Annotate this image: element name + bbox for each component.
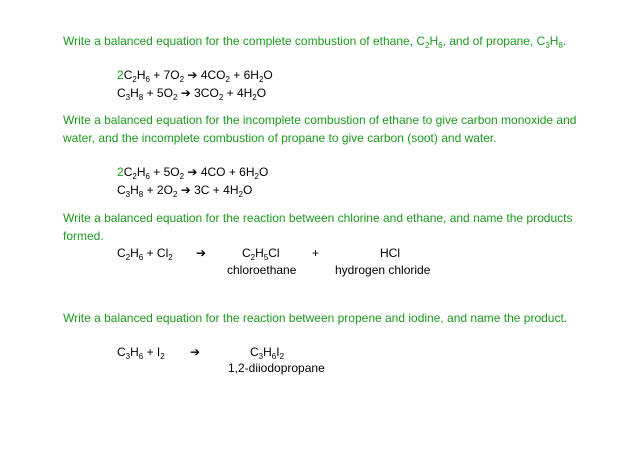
equation-1a: $2C_2H_6 + 7O_2$ ➔ $4CO_2 + 6H_2O$	[117, 68, 273, 84]
arrow-icon: ➔	[184, 165, 201, 179]
equation-1b: $C_3H_8 + 5O_2$ ➔ $3CO_2 + 4H_2O$	[117, 86, 267, 102]
equation-3-reactants: $C_2H_6 + Cl_2$	[117, 246, 173, 262]
equation-2b: $C_3H_8 + 2O_2$ ➔ $3C + 4H_2O$	[117, 183, 253, 199]
equation-3-product-1: $C_2H_5Cl$	[242, 246, 280, 262]
question-4-text: Write a balanced equation for the reaction between propene and iodine, and name the product.	[63, 311, 568, 325]
plus-sign: +	[312, 246, 320, 260]
equation-3-product-2: HCl	[380, 246, 400, 260]
question-3-text: Write a balanced equation for the reaction between chlorine and ethane, and name the products formed.	[63, 211, 573, 243]
product-name-chloroethane: chloroethane	[227, 263, 297, 277]
equation-4-reactants: $C_3H_6 + I_2$	[117, 345, 165, 361]
arrow-icon: ➔	[177, 183, 195, 197]
product-name-diiodopropane: 1,2-diiodopropane	[228, 361, 325, 375]
arrow-icon: ➔	[190, 345, 201, 359]
question-1-text: Write a balanced equation for the complete combustion of ethane, $C_2H_6$, and of propane, $C_3H_8$.	[63, 34, 567, 50]
equation-4-product: $C_3H_6I_2$	[250, 345, 285, 361]
equation-2a: $2C_2H_6 + 5O_2$ ➔ $4CO + 6H_2O$	[117, 165, 269, 181]
product-name-hydrogen-chloride: hydrogen chloride	[335, 263, 431, 277]
arrow-icon: ➔	[177, 86, 195, 100]
arrow-icon: ➔	[196, 246, 207, 260]
question-2-text: Write a balanced equation for the incomplete combustion of ethane to give carbon monoxide and water, and the incomplete combustion of propane to give carbon (soot) and water.	[63, 113, 577, 145]
arrow-icon: ➔	[184, 68, 201, 82]
